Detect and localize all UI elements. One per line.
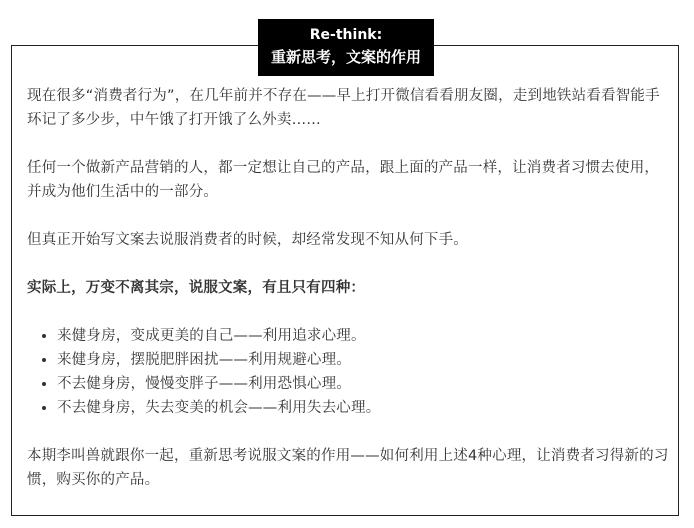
list-item: • 不去健身房，失去变美的机会——利用失去心理。 bbox=[57, 396, 672, 420]
title-eyebrow: Re-think: bbox=[309, 27, 383, 43]
article-body bbox=[27, 84, 672, 516]
paragraph-2: 任何一个做新产品营销的人，都一定想让自己的产品，跟上面的产品一样，让消费者习惯去使用，并成为他们生活中的一部分。 bbox=[27, 160, 660, 200]
paragraph-3: 但真正开始写文案去说服消费者的时候，却经常发现不知从何下手。 bbox=[27, 232, 468, 248]
bullet-list bbox=[27, 324, 672, 420]
paragraph-1: 现在很多“消费者行为”，在几年前并不存在——早上打开微信看看朋友圈，走到地铁站看看智能手环记了多少步，中午饿了打开饿了么外卖…… bbox=[27, 88, 660, 128]
list-item: • 不去健身房，慢慢变胖子——利用恐惧心理。 bbox=[57, 372, 672, 396]
paragraph-4-bold: 实际上，万变不离其宗，说服文案，有且只有四种： bbox=[27, 280, 366, 296]
title-banner bbox=[258, 19, 434, 76]
list-item: • 来健身房，变成更美的自己——利用追求心理。 bbox=[57, 324, 672, 348]
title-heading: 重新思考，文案的作用 bbox=[270, 48, 421, 66]
list-item: • 来健身房，摆脱肥胖困扰——利用规避心理。 bbox=[57, 348, 672, 372]
paragraph-5: 本期李叫兽就跟你一起，重新思考说服文案的作用——如何利用上述4种心理，让消费者习得新的习惯，购买你的产品。 bbox=[27, 448, 669, 488]
